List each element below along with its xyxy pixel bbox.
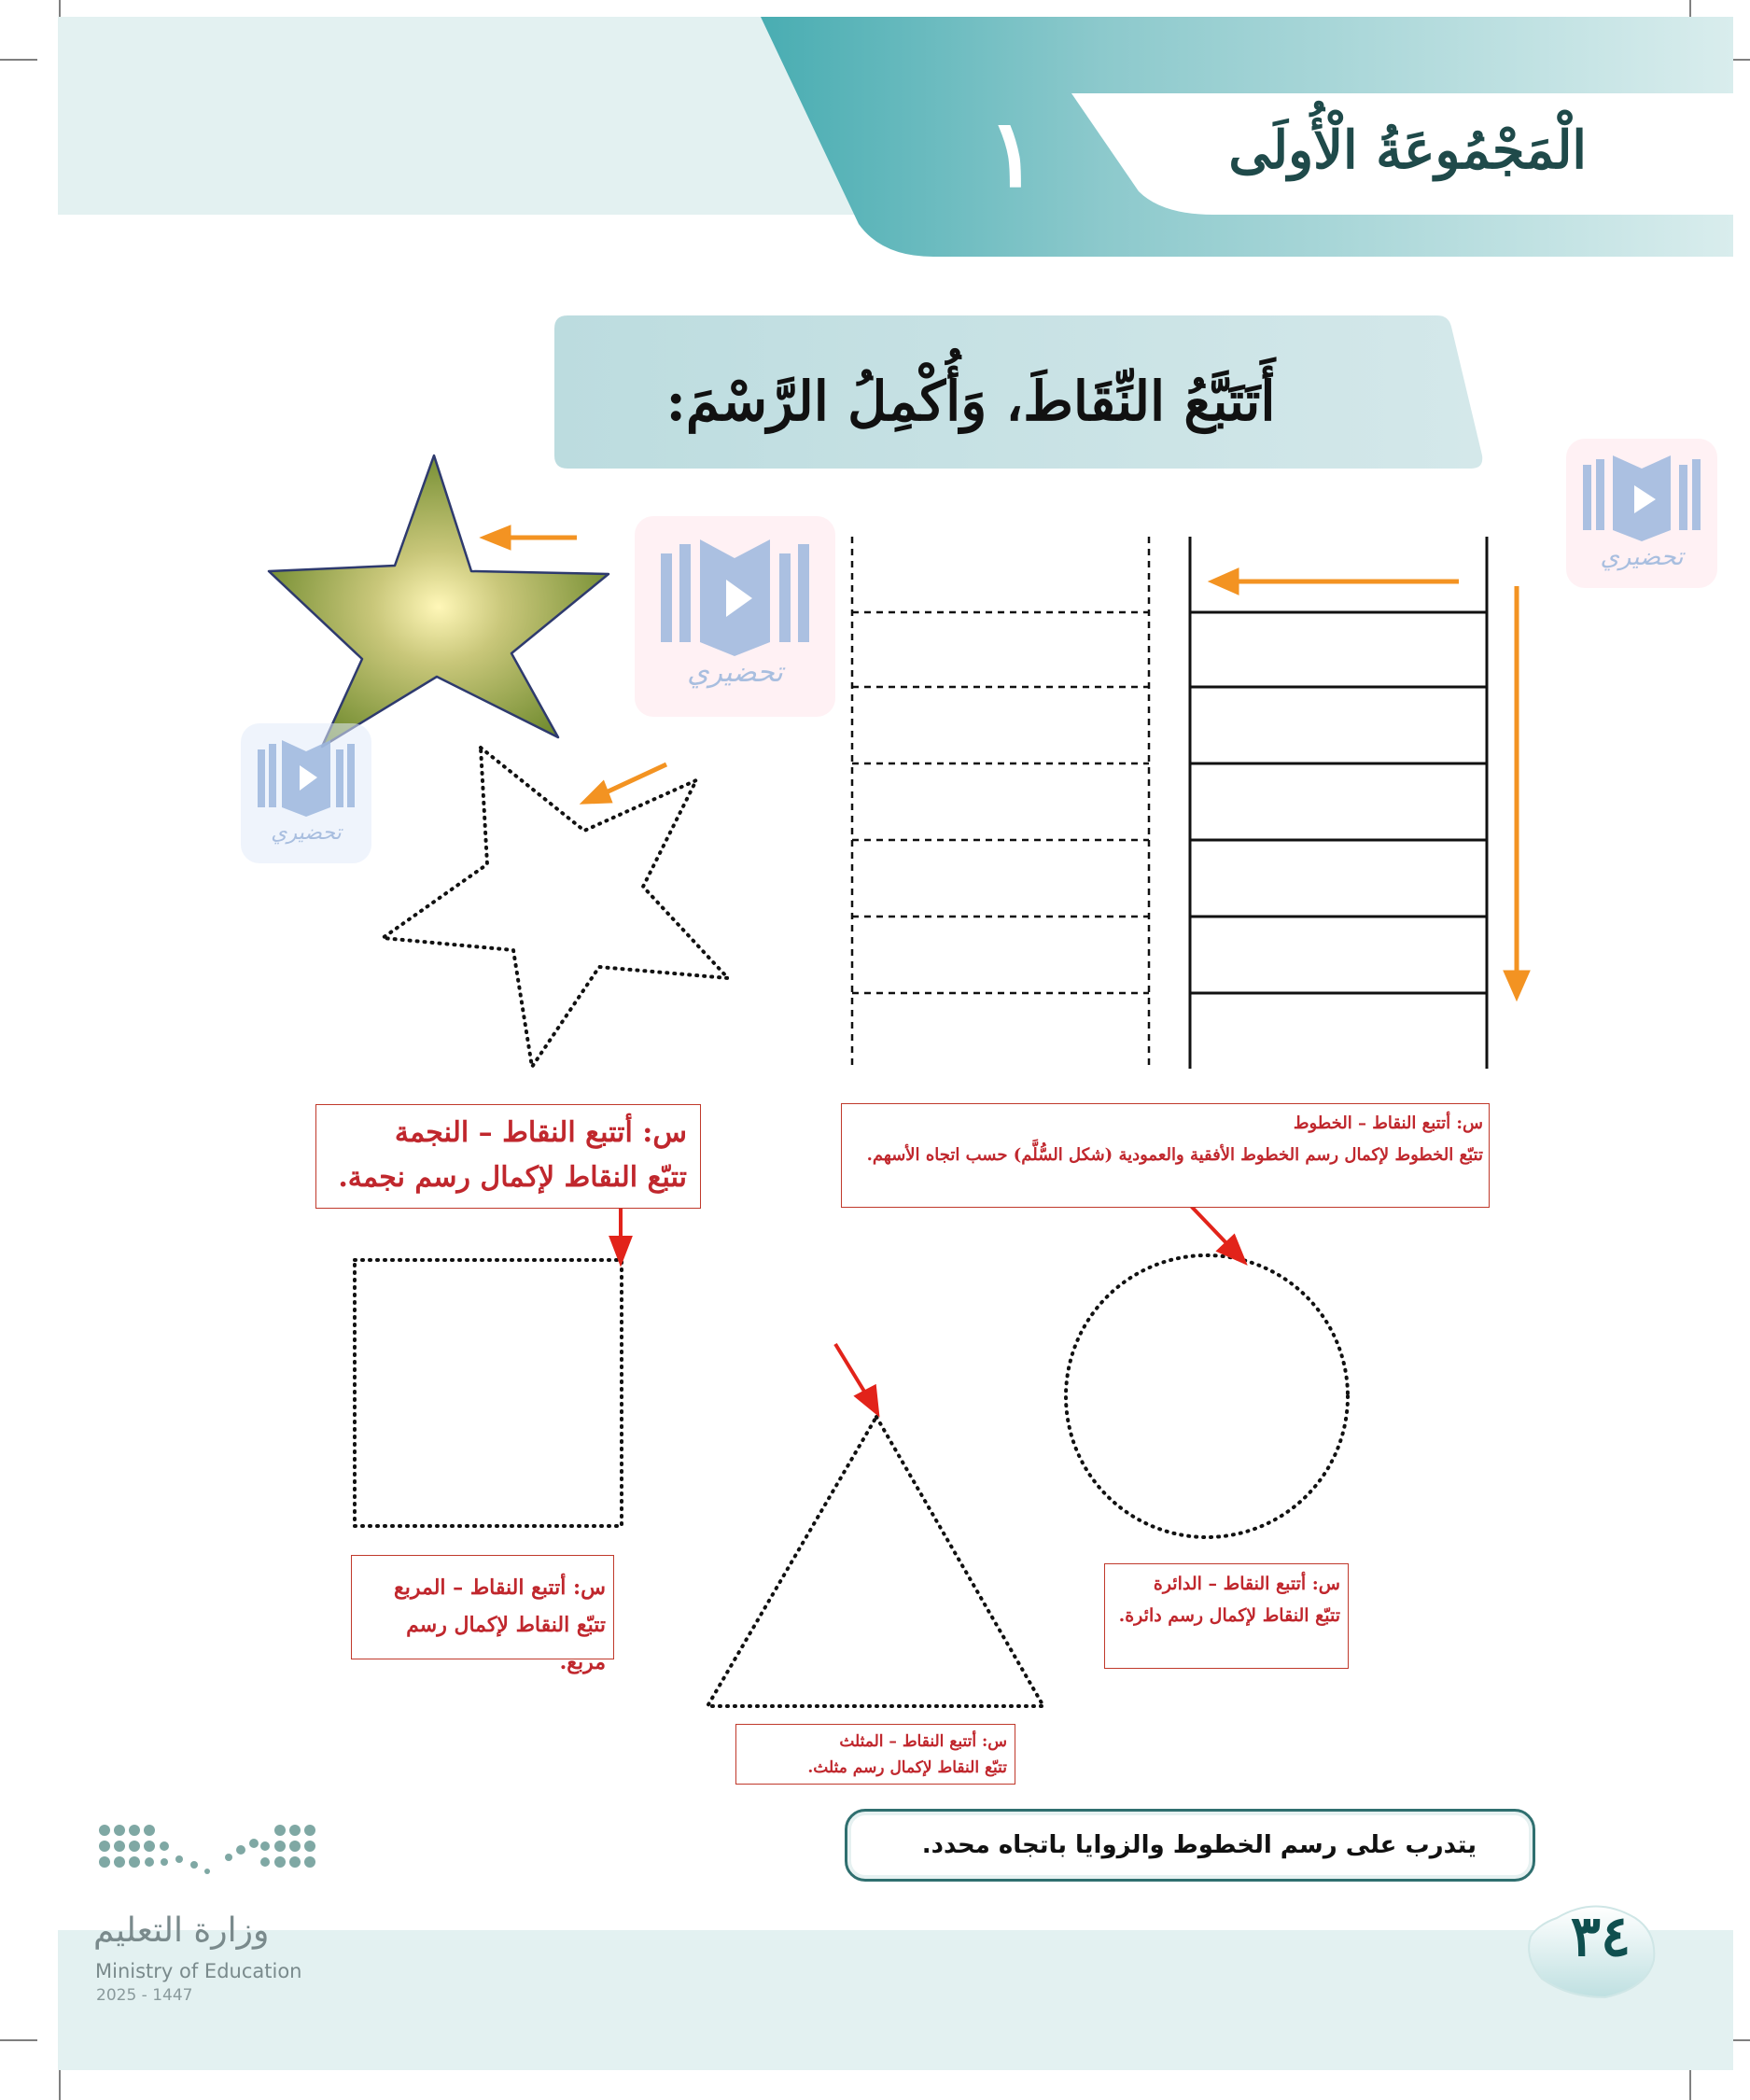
learning-objective: يتدرب على رسم الخطوط والزوايا باتجاه محدد. [845, 1809, 1535, 1882]
note-question: س: أتتبع النقاط – النجمة [394, 1116, 687, 1149]
book-icon [635, 516, 835, 675]
dotted-triangle [707, 1417, 1043, 1706]
ministry-year: 2025 - 1447 [96, 1986, 193, 2005]
book-icon [1566, 439, 1717, 551]
group-title: الْمَجْمُوعَةُ الْأُولَى [1228, 119, 1587, 181]
solid-star [269, 455, 609, 747]
watermark-label: تحضيري [687, 656, 783, 689]
note-answer: تتبّع الخطوط لإكمال رسم الخطوط الأفقية والعمودية (شكل السُّلَّم) حسب اتجاه الأسهم. [866, 1145, 1483, 1165]
dotted-square [355, 1260, 622, 1526]
watermark-logo-2 [241, 723, 371, 863]
ministry-name-english: Ministry of Education [95, 1960, 302, 1982]
ladder-solid [1190, 537, 1487, 1069]
ministry-logo-dots [99, 1825, 315, 1874]
dotted-circle [1066, 1255, 1348, 1537]
dotted-star [383, 748, 728, 1067]
red-arrows [611, 1185, 1244, 1413]
note-answer: تتبّع النقاط لإكمال رسم مربع. [406, 1613, 606, 1674]
note-answer: تتبّع النقاط لإكمال رسم دائرة. [1118, 1605, 1340, 1626]
note-square [351, 1555, 614, 1674]
page-number: ٣٤ [1570, 1904, 1631, 1969]
ladder-dashed [852, 537, 1149, 1069]
note-question: س: أتتبع النقاط – الدائرة [1153, 1574, 1340, 1594]
note-lines [841, 1103, 1490, 1208]
book-icon [241, 723, 371, 826]
note-question: س: أتتبع النقاط – الخطوط [1293, 1113, 1483, 1133]
watermark-label: تحضيري [271, 821, 342, 845]
watermark-logo-1 [635, 516, 835, 717]
note-answer: تتبّع النقاط لإكمال رسم نجمة. [338, 1161, 687, 1194]
ministry-name-arabic: وزارة التعليم [93, 1911, 270, 1950]
note-answer: تتبّع النقاط لإكمال رسم مثلث. [807, 1758, 1007, 1777]
watermark-label: تحضيري [1600, 543, 1684, 571]
instruction-text: أَتَتَبَّعُ النِّقَاطَ، وَأُكْمِلُ الرَّسْمَ: [665, 370, 1276, 433]
note-circle [1104, 1563, 1349, 1669]
note-question: س: أتتبع النقاط – المثلث [839, 1732, 1007, 1751]
watermark-logo-3 [1566, 439, 1717, 588]
group-number: ١ [987, 98, 1038, 208]
note-question: س: أتتبع النقاط – المربع [394, 1575, 606, 1600]
note-star [315, 1104, 701, 1209]
note-triangle [735, 1724, 1015, 1785]
